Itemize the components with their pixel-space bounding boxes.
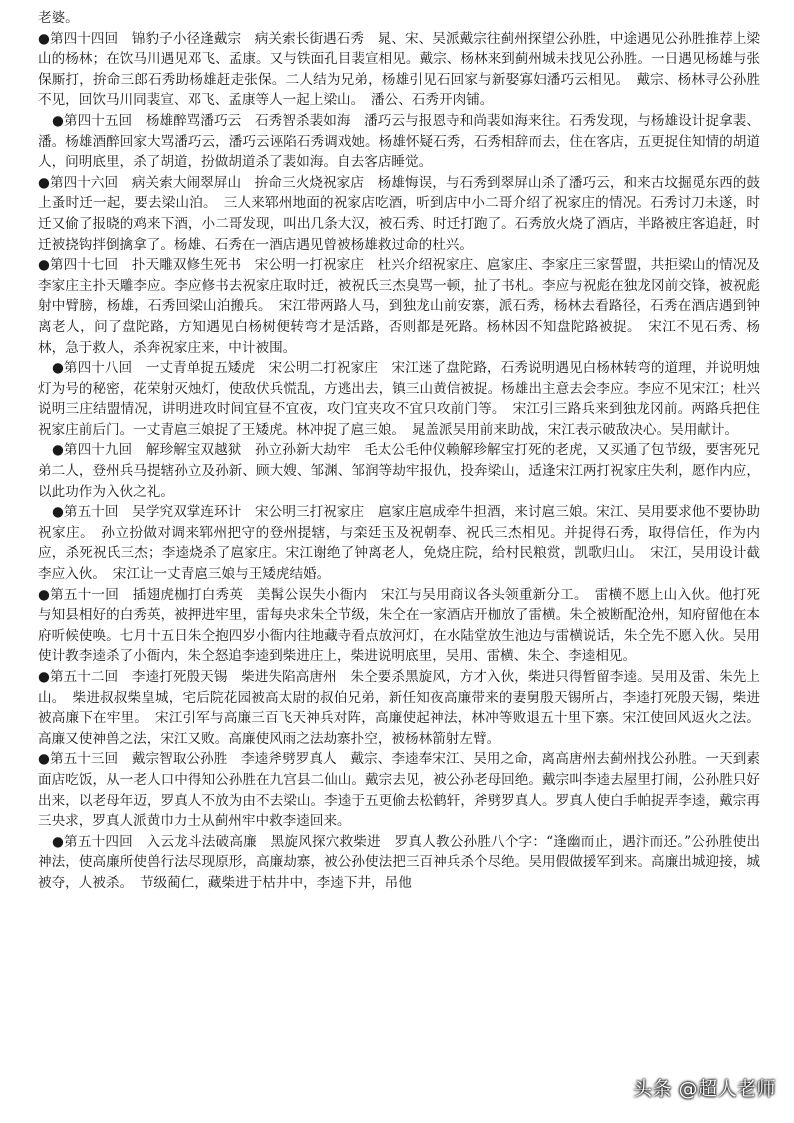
- chapter-summary-text: 第四十六回 病关索大闹翠屏山 拚命三火烧祝家店 杨雄悔误，与石秀到翠屏山杀了潘巧云，和来古坟掘觅东西的鼓上蚤时迁一起，要去梁山泊。 三人来郓州地面的祝家店吃酒，听到店中小二哥介绍了祝家庄的情况。石秀讨刀未遂，时迁又偷了报晓的鸡来下酒，小二哥发现，叫出几条大汉，被石秀、时迁打跑了。石秀放火烧了酒店，半路被庄客追赶，时迁被挠钩拌倒擒拿了。杨雄、石秀在一酒店遇见曾被杨雄救过命的杜兴。: [38, 174, 760, 253]
- chapter-summary-text: 第五十一回 插翅虎枷打白秀英 美髯公误失小衙内 宋江与吴用商议各头领重新分工。 雷横不愿上山入伙。他打死与知县相好的白秀英，被押进牢里，雷每央求朱仝节级，朱仝在一家酒店开枷放了雷横。朱仝被断配沧州，知府留他在本府听候使唤。七月十五日朱仝抱四岁小衙内往地藏寺看点放河灯，在水陆堂放生池边与雷横说话，朱仝先不愿入伙。吴用使计教李逵杀了小衙内，朱仝怒追李逵到柴进庄上，柴进说明底里，吴用、雷横、朱仝、李逵相见。: [38, 586, 760, 665]
- chapter-summary-list: [38, 29, 760, 894]
- chapter-summary-text: 第五十回 吴学究双掌连环计 宋公明三打祝家庄 扈家庄扈成牵牛担酒，来讨扈三娘。宋江、吴用要求他不要协助祝家庄。 孙立扮做对调来郓州把守的登州提辖，与栾廷玉及祝朝奉、祝氏三杰相见。并捉得石秀，取得信任，作为内应，杀死祝氏三杰；李逵烧杀了扈家庄。宋江谢绝了钟离老人，免烧庄院，给村民粮赏，凯歌归山。 宋江，吴用设计截李应入伙。 宋江让一丈青扈三娘与王矮虎结婚。: [38, 504, 760, 583]
- document-body: [38, 8, 760, 894]
- bullet-icon: ●: [38, 30, 50, 47]
- bullet-icon: ●: [52, 360, 64, 377]
- chapter-summary-paragraph: [38, 255, 760, 358]
- chapter-summary-text: 第四十八回 一丈青单捉五矮虎 宋公明二打祝家庄 宋江迷了盘陀路，石秀说明遇见白杨林转弯的道理，并说明烛灯为号的秘密，花荣射灭烛灯，使敌伏兵慌乱，方逃出去，镇三山黄信被捉。杨雄出主意去会李应。李应不见宋江；杜兴说明三庄结盟情况，讲明进攻时间宜昼不宜夜，攻门宜夹攻不宜只攻前门等。 宋江引三路兵来到独龙冈前。两路兵把住祝家庄前后门。一丈青扈三娘捉了王矮虎。林冲捉了扈三娘。 晁盖派吴用前来助战，宋江表示破敌决心。吴用献计。: [38, 360, 760, 438]
- bullet-icon: ●: [52, 833, 65, 850]
- chapter-summary-text: 第四十九回 解珍解宝双越狱 孙立孙新大劫牢 毛太公毛仲仪赖解珍解宝打死的老虎，又买通了包节级，要害死兄弟二人，登州兵马提辖孙立及孙新、顾大嫂、邹渊、邹润等劫牢报仇，投奔梁山，适逢宋江两打祝家庄失利，愿作内应，以此功作为入伙之礼。: [38, 442, 760, 500]
- bullet-icon: ●: [38, 257, 50, 274]
- chapter-summary-text: 第四十五回 杨雄醉骂潘巧云 石秀智杀裴如海 潘巧云与报恩寺和尚裴如海来往。石秀发现，与杨雄设计捉拿裴、潘。杨雄酒醉回家大骂潘巧云，潘巧云诬陷石秀调戏她。杨雄怀疑石秀，石秀相辞而去，住在客店，五更捉住知情的胡道人，问明底里，杀了胡道，扮做胡道杀了裴如海。自去客店睡觉。: [38, 112, 760, 171]
- chapter-summary-text: 第五十二回 李逵打死殷天锡 柴进失陷高唐州 朱仝要杀黑旋风，方才入伙，柴进只得暂留李逵。吴用及雷、朱先上山。 柴进叔叔柴皇城，宅后院花园被高太尉的叔伯兄弟，新任知夜高廉带来的妻舅殷天锡所占，李逵打死殷天锡，柴进被高廉下在牢里。 宋江引军与高廉三百飞天神兵对阵，高廉使起神法，林冲等败退五十里下寨。宋江使回风返火之法。高廉又使神兽之法，宋江又败。高廉使风雨之法劫寨扑空，被杨林箭射左臂。: [38, 669, 760, 747]
- bullet-icon: ●: [38, 586, 51, 603]
- bullet-icon: ●: [52, 442, 64, 459]
- chapter-summary-paragraph: [38, 667, 760, 749]
- bullet-icon: ●: [52, 112, 64, 129]
- chapter-summary-text: 第五十四回 入云龙斗法破高廉 黑旋风探穴救柴进 罗真人教公孙胜八个字：“逢幽而止，遇汴而还。”公孙胜使出神法，使高廉所使兽行法尽现原形，高廉劫寨，被公孙使法把三百神兵杀个尽绝。吴用假做援军到来。高廉出城迎接，城被夺，人被杀。 节级蔺仁，藏柴进于枯井中，李逵下井，吊他: [38, 833, 760, 891]
- chapter-summary-paragraph: [38, 173, 760, 255]
- lead-line: 老婆。: [38, 10, 79, 26]
- bullet-icon: ●: [52, 504, 64, 521]
- chapter-summary-text: 第四十四回 锦豹子小径逢戴宗 病关索长街遇石秀 晁、宋、吴派戴宗往蓟州探望公孙胜，中途遇见公孙胜推荐上梁山的杨林；在饮马川遇见邓飞、孟康。又与铁面孔目裴宣相见。戴宗、杨林来到蓟州城未找见公孙胜。一日遇见杨雄与张保厮打，拚命三郎石秀助杨雄赶走张保。二人结为兄弟，杨雄引见石回家与新娶寡妇潘巧云相见。 戴宗、杨林寻公孙胜不见，回饮马川同裴宣、邓飞、孟康等人一起上梁山。 潘公、石秀开肉铺。: [38, 30, 760, 109]
- bullet-icon: ●: [38, 669, 50, 685]
- chapter-summary-paragraph: [38, 749, 760, 831]
- chapter-summary-text: 第四十七回 扑天雕双修生死书 宋公明一打祝家庄 杜兴介绍祝家庄、扈家庄、李家庄三家誓盟，共拒梁山的情况及李家庄主扑天雕李应。李应修书去祝家庄取时迁，被祝氏三杰臭骂一顿，扯了书札。李应与祝彪在独龙冈前交锋，被祝彪射中臂膀，杨雄，石秀回梁山泊搬兵。 宋江带两路人马，到独龙山前安寨，派石秀，杨林去看路径，石秀在酒店遇到钟离老人，问了盘陀路，方知遇见白杨树便转弯才是活路，否则都是死路。杨林因不知盘陀路被捉。 宋江不见石秀、杨林，急于救人，杀奔祝家庄来，中计被围。: [38, 257, 760, 356]
- chapter-summary-paragraph: [38, 440, 760, 502]
- bullet-icon: ●: [38, 174, 50, 191]
- chapter-summary-paragraph: [38, 111, 760, 173]
- chapter-summary-paragraph: [38, 358, 760, 440]
- bullet-icon: ●: [38, 751, 50, 768]
- chapter-summary-paragraph: [38, 832, 760, 894]
- chapter-summary-paragraph: [38, 502, 760, 584]
- watermark: 头条 @超人老师: [632, 1078, 776, 1100]
- chapter-summary-paragraph: [38, 29, 760, 111]
- chapter-summary-text: 第五十三回 戴宗智取公孙胜 李逵斧劈罗真人 戴宗、李逵奉宋江、吴用之命，离高唐州去蓟州找公孙胜。一天到素面店吃饭，从一老人口中得知公孙胜在九宫县二仙山。戴宗去见，被公孙老母回绝。戴宗叫李逵去屋里打闹，公孙胜只好出来，以老母年迈，罗真人不放为由不去梁山。李逵于五更偷去松鹤轩，斧劈罗真人。罗真人使白手帕捉弄李逵，戴宗再三央求，罗真人派黄巾力士从蓟州牢中救李逵回来。: [38, 751, 760, 830]
- chapter-summary-paragraph: [38, 585, 760, 667]
